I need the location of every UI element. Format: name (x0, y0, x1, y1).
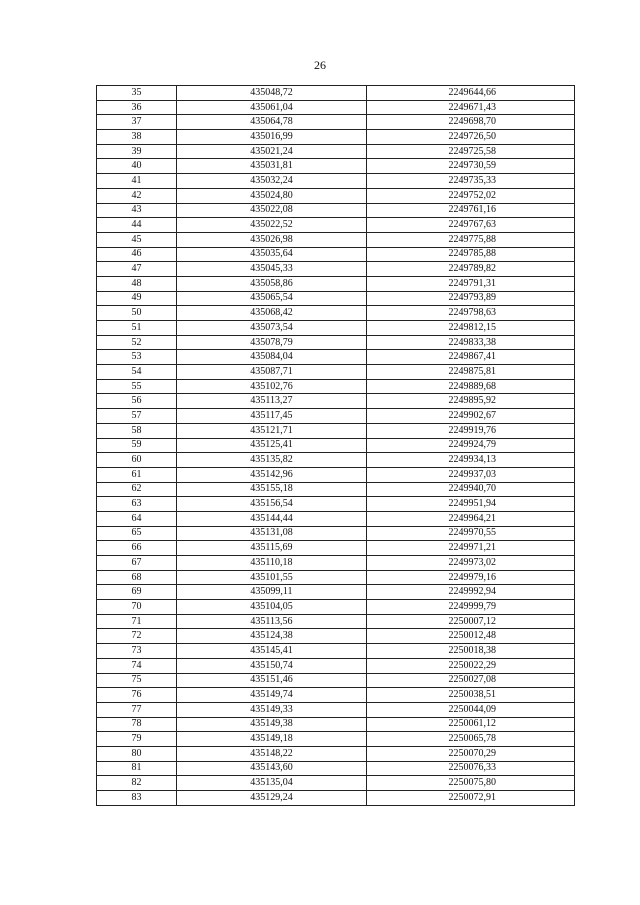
table-row (97, 335, 575, 350)
point-number-cell: 73 (97, 644, 177, 659)
x-coordinate-cell: 435149,38 (177, 717, 367, 732)
y-coordinate-cell: 2249798,63 (367, 306, 575, 321)
y-coordinate-cell: 2249698,70 (367, 115, 575, 130)
y-coordinate-cell: 2250075,80 (367, 776, 575, 791)
table-row (97, 600, 575, 615)
table-row (97, 394, 575, 409)
y-coordinate-cell: 2250022,29 (367, 658, 575, 673)
y-coordinate-cell: 2249812,15 (367, 321, 575, 336)
table-row (97, 291, 575, 306)
table-row (97, 658, 575, 673)
x-coordinate-cell: 435087,71 (177, 365, 367, 380)
y-coordinate-cell: 2250027,08 (367, 673, 575, 688)
point-number-cell: 61 (97, 467, 177, 482)
x-coordinate-cell: 435101,55 (177, 570, 367, 585)
y-coordinate-cell: 2249735,33 (367, 174, 575, 189)
x-coordinate-cell: 435145,41 (177, 644, 367, 659)
y-coordinate-cell: 2249919,76 (367, 423, 575, 438)
point-number-cell: 59 (97, 438, 177, 453)
x-coordinate-cell: 435149,74 (177, 688, 367, 703)
table-row (97, 321, 575, 336)
point-number-cell: 50 (97, 306, 177, 321)
table-row (97, 100, 575, 115)
y-coordinate-cell: 2250070,29 (367, 746, 575, 761)
point-number-cell: 71 (97, 614, 177, 629)
point-number-cell: 42 (97, 188, 177, 203)
x-coordinate-cell: 435143,60 (177, 761, 367, 776)
point-number-cell: 83 (97, 791, 177, 806)
coordinates-table-body (97, 86, 575, 806)
point-number-cell: 54 (97, 365, 177, 380)
point-number-cell: 70 (97, 600, 177, 615)
x-coordinate-cell: 435121,71 (177, 423, 367, 438)
x-coordinate-cell: 435117,45 (177, 409, 367, 424)
page-number: 26 (314, 58, 326, 72)
table-row (97, 438, 575, 453)
x-coordinate-cell: 435022,52 (177, 218, 367, 233)
table-row (97, 232, 575, 247)
y-coordinate-cell: 2249940,70 (367, 482, 575, 497)
point-number-cell: 49 (97, 291, 177, 306)
table-row (97, 423, 575, 438)
x-coordinate-cell: 435148,22 (177, 746, 367, 761)
table-row (97, 585, 575, 600)
table-row (97, 644, 575, 659)
x-coordinate-cell: 435131,08 (177, 526, 367, 541)
point-number-cell: 66 (97, 541, 177, 556)
point-number-cell: 43 (97, 203, 177, 218)
y-coordinate-cell: 2249785,88 (367, 247, 575, 262)
point-number-cell: 44 (97, 218, 177, 233)
table-row (97, 746, 575, 761)
x-coordinate-cell: 435110,18 (177, 556, 367, 571)
point-number-cell: 46 (97, 247, 177, 262)
point-number-cell: 45 (97, 232, 177, 247)
table-row (97, 791, 575, 806)
point-number-cell: 77 (97, 702, 177, 717)
y-coordinate-cell: 2250072,91 (367, 791, 575, 806)
y-coordinate-cell: 2250065,78 (367, 732, 575, 747)
table-row (97, 732, 575, 747)
y-coordinate-cell: 2249789,82 (367, 262, 575, 277)
table-row (97, 688, 575, 703)
point-number-cell: 41 (97, 174, 177, 189)
y-coordinate-cell: 2249937,03 (367, 467, 575, 482)
point-number-cell: 58 (97, 423, 177, 438)
x-coordinate-cell: 435078,79 (177, 335, 367, 350)
x-coordinate-cell: 435048,72 (177, 86, 367, 101)
point-number-cell: 39 (97, 144, 177, 159)
y-coordinate-cell: 2249979,16 (367, 570, 575, 585)
table-row (97, 556, 575, 571)
x-coordinate-cell: 435135,04 (177, 776, 367, 791)
point-number-cell: 35 (97, 86, 177, 101)
point-number-cell: 52 (97, 335, 177, 350)
x-coordinate-cell: 435150,74 (177, 658, 367, 673)
y-coordinate-cell: 2249934,13 (367, 453, 575, 468)
point-number-cell: 75 (97, 673, 177, 688)
table-row (97, 262, 575, 277)
table-row (97, 276, 575, 291)
point-number-cell: 48 (97, 276, 177, 291)
table-row (97, 526, 575, 541)
point-number-cell: 55 (97, 379, 177, 394)
point-number-cell: 37 (97, 115, 177, 130)
x-coordinate-cell: 435135,82 (177, 453, 367, 468)
y-coordinate-cell: 2249725,58 (367, 144, 575, 159)
point-number-cell: 80 (97, 746, 177, 761)
table-row (97, 702, 575, 717)
y-coordinate-cell: 2250012,48 (367, 629, 575, 644)
y-coordinate-cell: 2250044,09 (367, 702, 575, 717)
point-number-cell: 56 (97, 394, 177, 409)
point-number-cell: 47 (97, 262, 177, 277)
table-row (97, 409, 575, 424)
x-coordinate-cell: 435031,81 (177, 159, 367, 174)
table-row (97, 203, 575, 218)
y-coordinate-cell: 2249752,02 (367, 188, 575, 203)
table-row (97, 115, 575, 130)
x-coordinate-cell: 435151,46 (177, 673, 367, 688)
y-coordinate-cell: 2249951,94 (367, 497, 575, 512)
x-coordinate-cell: 435113,56 (177, 614, 367, 629)
y-coordinate-cell: 2249793,89 (367, 291, 575, 306)
x-coordinate-cell: 435142,96 (177, 467, 367, 482)
y-coordinate-cell: 2250018,38 (367, 644, 575, 659)
table-row (97, 511, 575, 526)
table-row (97, 614, 575, 629)
y-coordinate-cell: 2249992,94 (367, 585, 575, 600)
table-row (97, 673, 575, 688)
table-row (97, 761, 575, 776)
y-coordinate-cell: 2249889,68 (367, 379, 575, 394)
y-coordinate-cell: 2249964,21 (367, 511, 575, 526)
y-coordinate-cell: 2249895,92 (367, 394, 575, 409)
table-row (97, 306, 575, 321)
table-row (97, 350, 575, 365)
y-coordinate-cell: 2249730,59 (367, 159, 575, 174)
y-coordinate-cell: 2249761,16 (367, 203, 575, 218)
table-row (97, 453, 575, 468)
table-row (97, 365, 575, 380)
point-number-cell: 63 (97, 497, 177, 512)
point-number-cell: 69 (97, 585, 177, 600)
point-number-cell: 57 (97, 409, 177, 424)
y-coordinate-cell: 2249971,21 (367, 541, 575, 556)
y-coordinate-cell: 2249924,79 (367, 438, 575, 453)
point-number-cell: 40 (97, 159, 177, 174)
x-coordinate-cell: 435045,33 (177, 262, 367, 277)
coordinates-table (96, 85, 575, 806)
table-row (97, 144, 575, 159)
x-coordinate-cell: 435084,04 (177, 350, 367, 365)
point-number-cell: 74 (97, 658, 177, 673)
point-number-cell: 36 (97, 100, 177, 115)
table-row (97, 174, 575, 189)
table-row (97, 130, 575, 145)
table-row (97, 497, 575, 512)
x-coordinate-cell: 435149,18 (177, 732, 367, 747)
point-number-cell: 81 (97, 761, 177, 776)
x-coordinate-cell: 435061,04 (177, 100, 367, 115)
y-coordinate-cell: 2249791,31 (367, 276, 575, 291)
table-row (97, 570, 575, 585)
point-number-cell: 67 (97, 556, 177, 571)
y-coordinate-cell: 2249867,41 (367, 350, 575, 365)
x-coordinate-cell: 435022,08 (177, 203, 367, 218)
point-number-cell: 51 (97, 321, 177, 336)
x-coordinate-cell: 435104,05 (177, 600, 367, 615)
y-coordinate-cell: 2249973,02 (367, 556, 575, 571)
x-coordinate-cell: 435124,38 (177, 629, 367, 644)
y-coordinate-cell: 2250061,12 (367, 717, 575, 732)
point-number-cell: 53 (97, 350, 177, 365)
point-number-cell: 62 (97, 482, 177, 497)
point-number-cell: 79 (97, 732, 177, 747)
x-coordinate-cell: 435068,42 (177, 306, 367, 321)
table-row (97, 717, 575, 732)
table-row (97, 86, 575, 101)
table-row (97, 629, 575, 644)
y-coordinate-cell: 2249644,66 (367, 86, 575, 101)
x-coordinate-cell: 435144,44 (177, 511, 367, 526)
x-coordinate-cell: 435073,54 (177, 321, 367, 336)
y-coordinate-cell: 2249999,79 (367, 600, 575, 615)
point-number-cell: 76 (97, 688, 177, 703)
x-coordinate-cell: 435024,80 (177, 188, 367, 203)
point-number-cell: 82 (97, 776, 177, 791)
x-coordinate-cell: 435129,24 (177, 791, 367, 806)
x-coordinate-cell: 435099,11 (177, 585, 367, 600)
table-row (97, 541, 575, 556)
y-coordinate-cell: 2250007,12 (367, 614, 575, 629)
y-coordinate-cell: 2249767,63 (367, 218, 575, 233)
x-coordinate-cell: 435115,69 (177, 541, 367, 556)
point-number-cell: 68 (97, 570, 177, 585)
x-coordinate-cell: 435021,24 (177, 144, 367, 159)
y-coordinate-cell: 2249671,43 (367, 100, 575, 115)
y-coordinate-cell: 2249775,88 (367, 232, 575, 247)
table-row (97, 776, 575, 791)
point-number-cell: 65 (97, 526, 177, 541)
y-coordinate-cell: 2249902,67 (367, 409, 575, 424)
x-coordinate-cell: 435156,54 (177, 497, 367, 512)
table-row (97, 482, 575, 497)
point-number-cell: 38 (97, 130, 177, 145)
y-coordinate-cell: 2249875,81 (367, 365, 575, 380)
point-number-cell: 72 (97, 629, 177, 644)
y-coordinate-cell: 2249726,50 (367, 130, 575, 145)
y-coordinate-cell: 2249970,55 (367, 526, 575, 541)
point-number-cell: 64 (97, 511, 177, 526)
x-coordinate-cell: 435113,27 (177, 394, 367, 409)
x-coordinate-cell: 435149,33 (177, 702, 367, 717)
x-coordinate-cell: 435125,41 (177, 438, 367, 453)
table-row (97, 218, 575, 233)
x-coordinate-cell: 435065,54 (177, 291, 367, 306)
x-coordinate-cell: 435064,78 (177, 115, 367, 130)
table-row (97, 188, 575, 203)
x-coordinate-cell: 435058,86 (177, 276, 367, 291)
y-coordinate-cell: 2249833,38 (367, 335, 575, 350)
table-row (97, 247, 575, 262)
x-coordinate-cell: 435026,98 (177, 232, 367, 247)
x-coordinate-cell: 435032,24 (177, 174, 367, 189)
x-coordinate-cell: 435035,64 (177, 247, 367, 262)
y-coordinate-cell: 2250076,33 (367, 761, 575, 776)
table-row (97, 379, 575, 394)
point-number-cell: 78 (97, 717, 177, 732)
table-row (97, 467, 575, 482)
table-row (97, 159, 575, 174)
point-number-cell: 60 (97, 453, 177, 468)
x-coordinate-cell: 435102,76 (177, 379, 367, 394)
x-coordinate-cell: 435155,18 (177, 482, 367, 497)
y-coordinate-cell: 2250038,51 (367, 688, 575, 703)
x-coordinate-cell: 435016,99 (177, 130, 367, 145)
